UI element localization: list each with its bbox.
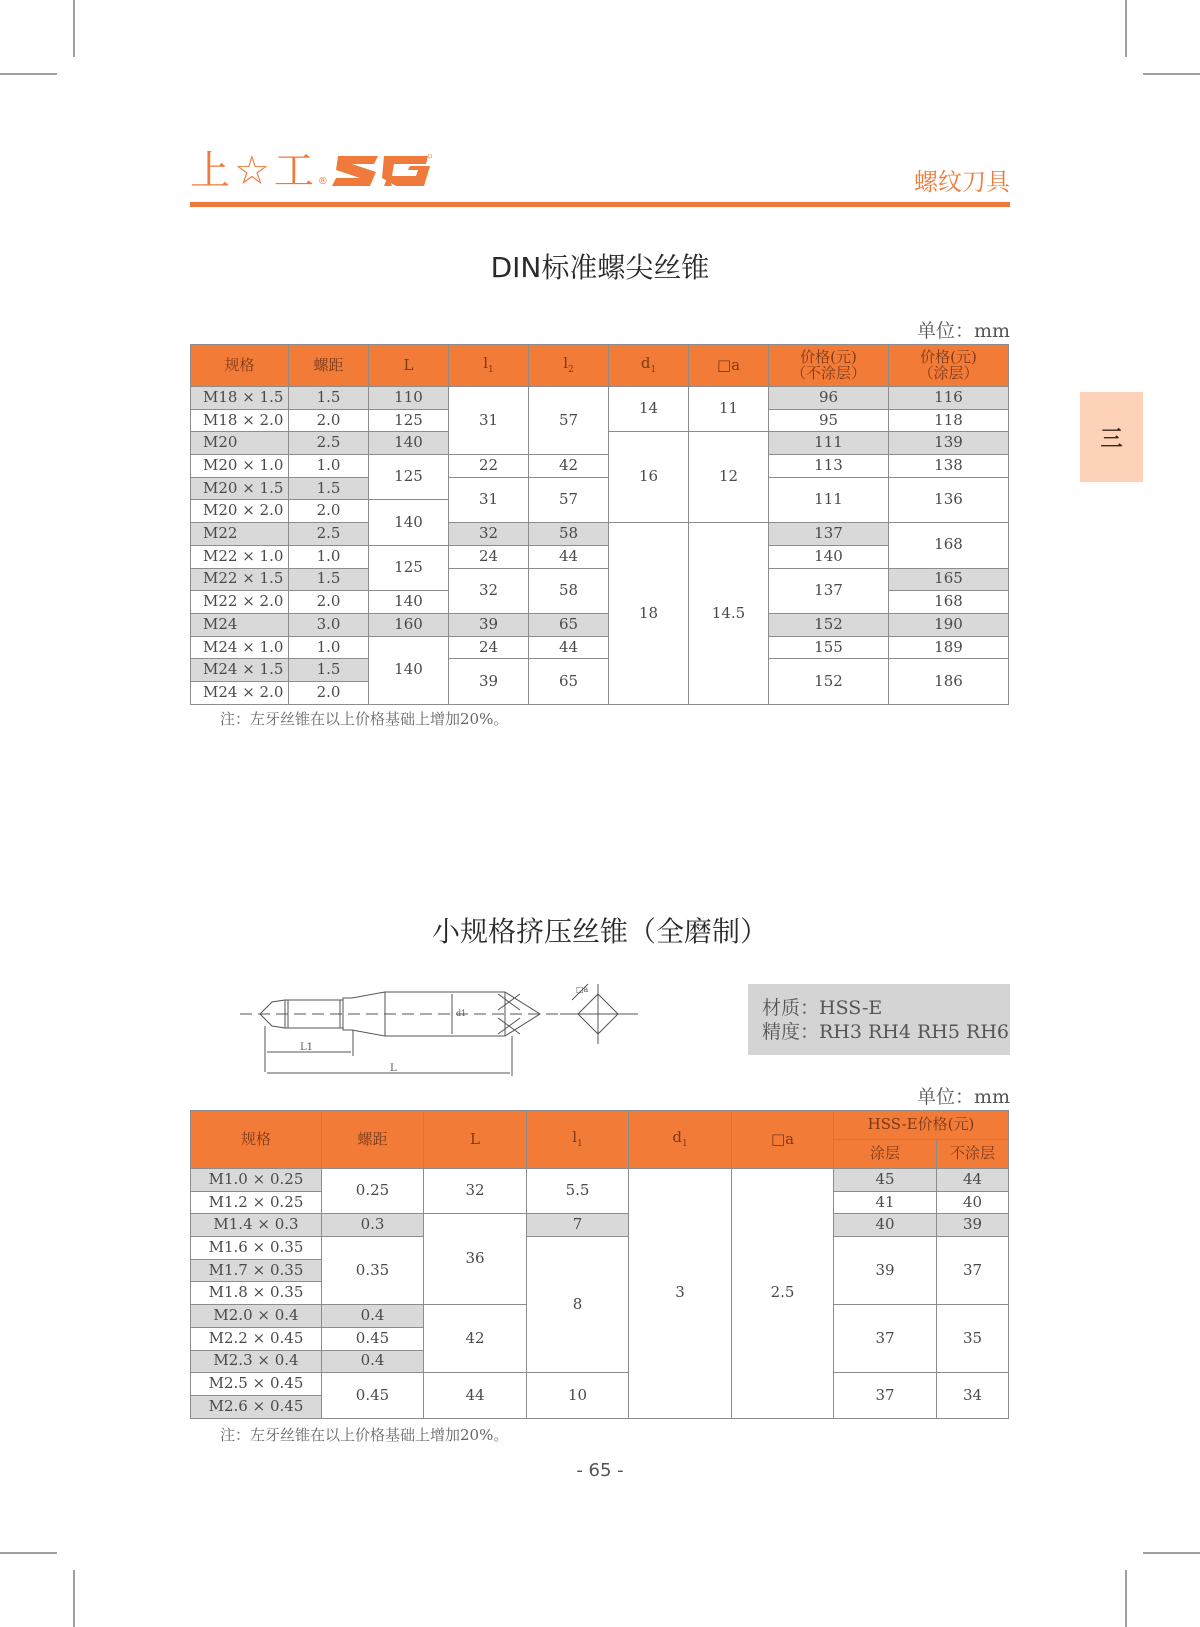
cell-price-uncoated: 152 [769, 659, 889, 704]
table-note: 注：左牙丝锥在以上价格基础上增加20%。 [220, 710, 509, 728]
col-spec: 规格 [191, 345, 289, 387]
cell-price-uncoated: 113 [769, 455, 889, 478]
cell-price-uncoated: 111 [769, 477, 889, 522]
cell-price-coated: 190 [889, 613, 1009, 636]
header-divider [190, 202, 1010, 207]
spec-info-box [748, 984, 1010, 1055]
cell-spec: M24 [191, 613, 289, 636]
cell-l1: 39 [449, 613, 529, 636]
cell-spec: M1.0 × 0.25 [191, 1169, 322, 1192]
cell-price-coated: 116 [889, 387, 1009, 410]
cell-pitch: 0.35 [322, 1237, 424, 1305]
cell-l2: 42 [529, 455, 609, 478]
col-price-uncoated: 价格(元) （不涂层） [769, 345, 889, 387]
cell-a: 2.5 [732, 1169, 834, 1419]
col-L: L [424, 1111, 527, 1169]
cell-spec: M22 × 1.0 [191, 545, 289, 568]
crop-mark [73, 1570, 75, 1627]
cell-l1: 7 [527, 1214, 629, 1237]
cell-spec: M22 [191, 523, 289, 546]
table-row [191, 523, 1009, 546]
cell-l1: 31 [449, 477, 529, 522]
cell-l1: 22 [449, 455, 529, 478]
cell-l1: 32 [449, 523, 529, 546]
cell-d1: 3 [629, 1169, 732, 1419]
cell-pitch: 2.0 [289, 681, 369, 704]
section-title-din: DIN标准螺尖丝锥 [490, 251, 710, 284]
table-row [191, 568, 1009, 591]
cell-L: 160 [369, 613, 449, 636]
crop-mark [1143, 73, 1200, 75]
col-coated: 涂层 [834, 1140, 937, 1169]
cell-L: 36 [424, 1214, 527, 1305]
col-pitch: 螺距 [289, 345, 369, 387]
cell-spec: M1.4 × 0.3 [191, 1214, 322, 1237]
cell-price-coated: 189 [889, 636, 1009, 659]
cell-price-coated: 139 [889, 432, 1009, 455]
din-tap-table [190, 344, 1009, 705]
cell-pitch: 2.5 [289, 432, 369, 455]
chapter-tab [1080, 392, 1143, 482]
table-row [191, 387, 1009, 410]
cell-l1: 24 [449, 545, 529, 568]
sg-logo-icon [332, 154, 432, 188]
crop-mark [1125, 0, 1127, 57]
cell-pitch: 1.5 [289, 387, 369, 410]
cell-L: 140 [369, 432, 449, 455]
cell-L: 44 [424, 1373, 527, 1418]
cell-a: 11 [689, 387, 769, 432]
cell-l1: 8 [527, 1237, 629, 1373]
cell-spec: M2.3 × 0.4 [191, 1350, 322, 1373]
cell-l2: 57 [529, 477, 609, 522]
cell-L: 125 [369, 545, 449, 590]
category-title: 螺纹刀具 [914, 168, 1010, 196]
cell-pitch: 2.0 [289, 409, 369, 432]
cell-pitch: 1.5 [289, 477, 369, 500]
diagram-label-d1: d1 [456, 1009, 467, 1018]
cell-pitch: 0.25 [322, 1169, 424, 1214]
cell-spec: M22 × 2.0 [191, 591, 289, 614]
col-L: L [369, 345, 449, 387]
table-header-row [191, 1111, 1009, 1140]
diagram-label-l1: L1 [300, 1042, 314, 1053]
col-a: □a [732, 1111, 834, 1169]
brand-logo-text: 上☆工 [190, 148, 318, 194]
table-row [191, 1169, 1009, 1192]
crop-mark [1125, 1570, 1127, 1627]
cell-l2: 58 [529, 568, 609, 613]
col-uncoated: 不涂层 [937, 1140, 1009, 1169]
table-row [191, 1214, 1009, 1237]
cell-L: 140 [369, 636, 449, 704]
table-row [191, 1373, 1009, 1396]
cell-pitch: 0.4 [322, 1350, 424, 1373]
cell-price-coated: 168 [889, 591, 1009, 614]
cell-l2: 44 [529, 545, 609, 568]
cell-L: 32 [424, 1169, 527, 1214]
cell-price-coated: 165 [889, 568, 1009, 591]
cell-spec: M18 × 2.0 [191, 409, 289, 432]
cell-pitch: 3.0 [289, 613, 369, 636]
cell-L: 125 [369, 455, 449, 500]
cell-uncoated: 44 [937, 1169, 1009, 1192]
cell-l1: 24 [449, 636, 529, 659]
cell-spec: M24 × 1.0 [191, 636, 289, 659]
cell-pitch: 1.5 [289, 568, 369, 591]
registered-mark: ® [317, 176, 328, 187]
col-d1: $d_1$ [609, 345, 689, 387]
cell-L: 125 [369, 409, 449, 432]
col-spec: 规格 [191, 1111, 322, 1169]
cell-price-coated: 136 [889, 477, 1009, 522]
diagram-label-a: □a [576, 985, 589, 994]
mini-forming-tap-table [190, 1110, 1009, 1419]
crop-mark [73, 0, 75, 57]
table-row [191, 659, 1009, 682]
cell-l2: 57 [529, 387, 609, 455]
cell-price-uncoated: 111 [769, 432, 889, 455]
cell-spec: M2.0 × 0.4 [191, 1305, 322, 1328]
cell-pitch: 1.0 [289, 545, 369, 568]
cell-spec: M20 × 1.0 [191, 455, 289, 478]
cell-spec: M1.6 × 0.35 [191, 1237, 322, 1260]
cell-l1: 5.5 [527, 1169, 629, 1214]
cell-d1: 14 [609, 387, 689, 432]
precision-text: 精度：RH3 RH4 RH5 RH6 [762, 1021, 1009, 1043]
material-text: 材质：HSS-E [762, 997, 883, 1019]
cell-pitch: 1.0 [289, 455, 369, 478]
cell-l1: 31 [449, 387, 529, 455]
cell-coated: 39 [834, 1237, 937, 1305]
col-l2: $l_2$ [529, 345, 609, 387]
cell-pitch: 2.0 [289, 500, 369, 523]
page-number: - 65 - [576, 1460, 624, 1481]
cell-uncoated: 40 [937, 1191, 1009, 1214]
table-row [191, 545, 1009, 568]
cell-spec: M24 × 1.5 [191, 659, 289, 682]
cell-l1: 10 [527, 1373, 629, 1418]
cell-spec: M2.6 × 0.45 [191, 1395, 322, 1418]
col-price-coated: 价格(元) （涂层） [889, 345, 1009, 387]
cell-d1: 16 [609, 432, 689, 523]
cell-a: 12 [689, 432, 769, 523]
cell-spec: M1.2 × 0.25 [191, 1191, 322, 1214]
cell-price-uncoated: 137 [769, 568, 889, 613]
table-row [191, 455, 1009, 478]
col-l1: $l_1$ [449, 345, 529, 387]
crop-mark [0, 73, 57, 75]
table-note: 注：左牙丝锥在以上价格基础上增加20%。 [220, 1426, 509, 1444]
cell-price-coated: 138 [889, 455, 1009, 478]
col-d1: $d_1$ [629, 1111, 732, 1169]
crop-mark [1143, 1552, 1200, 1554]
col-l1: $l_1$ [527, 1111, 629, 1169]
cell-price-coated: 168 [889, 523, 1009, 568]
table-row [191, 636, 1009, 659]
cell-price-uncoated: 96 [769, 387, 889, 410]
cell-pitch: 2.5 [289, 523, 369, 546]
cell-spec: M20 [191, 432, 289, 455]
cell-uncoated: 34 [937, 1373, 1009, 1418]
cell-uncoated: 37 [937, 1237, 1009, 1305]
cell-spec: M1.7 × 0.35 [191, 1259, 322, 1282]
cell-spec: M20 × 1.5 [191, 477, 289, 500]
cell-spec: M24 × 2.0 [191, 681, 289, 704]
cell-coated: 37 [834, 1373, 937, 1418]
cell-price-uncoated: 152 [769, 613, 889, 636]
cell-l2: 44 [529, 636, 609, 659]
cell-pitch: 2.0 [289, 591, 369, 614]
diagram-label-L: L [390, 1063, 397, 1074]
cell-coated: 37 [834, 1305, 937, 1373]
cell-L: 140 [369, 591, 449, 614]
cell-l2: 65 [529, 659, 609, 704]
cell-L: 42 [424, 1305, 527, 1373]
cell-d1: 18 [609, 523, 689, 705]
cell-uncoated: 35 [937, 1305, 1009, 1373]
cell-L: 110 [369, 387, 449, 410]
table-header-row [191, 345, 1009, 387]
cell-price-uncoated: 95 [769, 409, 889, 432]
cell-spec: M1.8 × 0.35 [191, 1282, 322, 1305]
table-row [191, 1237, 1009, 1260]
col-hsse-price: HSS-E价格(元) [834, 1111, 1009, 1140]
cell-pitch: 0.3 [322, 1214, 424, 1237]
cell-price-uncoated: 137 [769, 523, 889, 546]
cell-pitch: 1.0 [289, 636, 369, 659]
cell-pitch: 0.45 [322, 1327, 424, 1350]
cell-pitch: 0.45 [322, 1373, 424, 1418]
cell-uncoated: 39 [937, 1214, 1009, 1237]
cell-pitch: 0.4 [322, 1305, 424, 1328]
unit-label: 单位：mm [916, 320, 1010, 342]
crop-mark [0, 1552, 57, 1554]
cell-l2: 65 [529, 613, 609, 636]
cell-l1: 32 [449, 568, 529, 613]
col-pitch: 螺距 [322, 1111, 424, 1169]
cell-l1: 39 [449, 659, 529, 704]
cell-price-coated: 118 [889, 409, 1009, 432]
page-header [190, 148, 1010, 208]
section-title-mini-forming-tap: 小规格挤压丝锥（全磨制） [431, 915, 768, 948]
table-row [191, 477, 1009, 500]
cell-spec: M18 × 1.5 [191, 387, 289, 410]
tap-drawing-icon [240, 980, 640, 1080]
cell-price-uncoated: 140 [769, 545, 889, 568]
brand-logo-cn [190, 148, 328, 205]
cell-spec: M2.5 × 0.45 [191, 1373, 322, 1396]
col-a: □a [689, 345, 769, 387]
unit-label: 单位：mm [916, 1086, 1010, 1108]
cell-L: 140 [369, 500, 449, 545]
chapter-tab-label: 三 [1100, 426, 1123, 452]
table-row [191, 613, 1009, 636]
cell-price-uncoated: 155 [769, 636, 889, 659]
cell-price-coated: 186 [889, 659, 1009, 704]
cell-coated: 41 [834, 1191, 937, 1214]
cell-pitch: 1.5 [289, 659, 369, 682]
cell-a: 14.5 [689, 523, 769, 705]
cell-spec: M22 × 1.5 [191, 568, 289, 591]
cell-spec: M20 × 2.0 [191, 500, 289, 523]
cell-l2: 58 [529, 523, 609, 546]
cell-spec: M2.2 × 0.45 [191, 1327, 322, 1350]
cell-coated: 45 [834, 1169, 937, 1192]
cell-coated: 40 [834, 1214, 937, 1237]
